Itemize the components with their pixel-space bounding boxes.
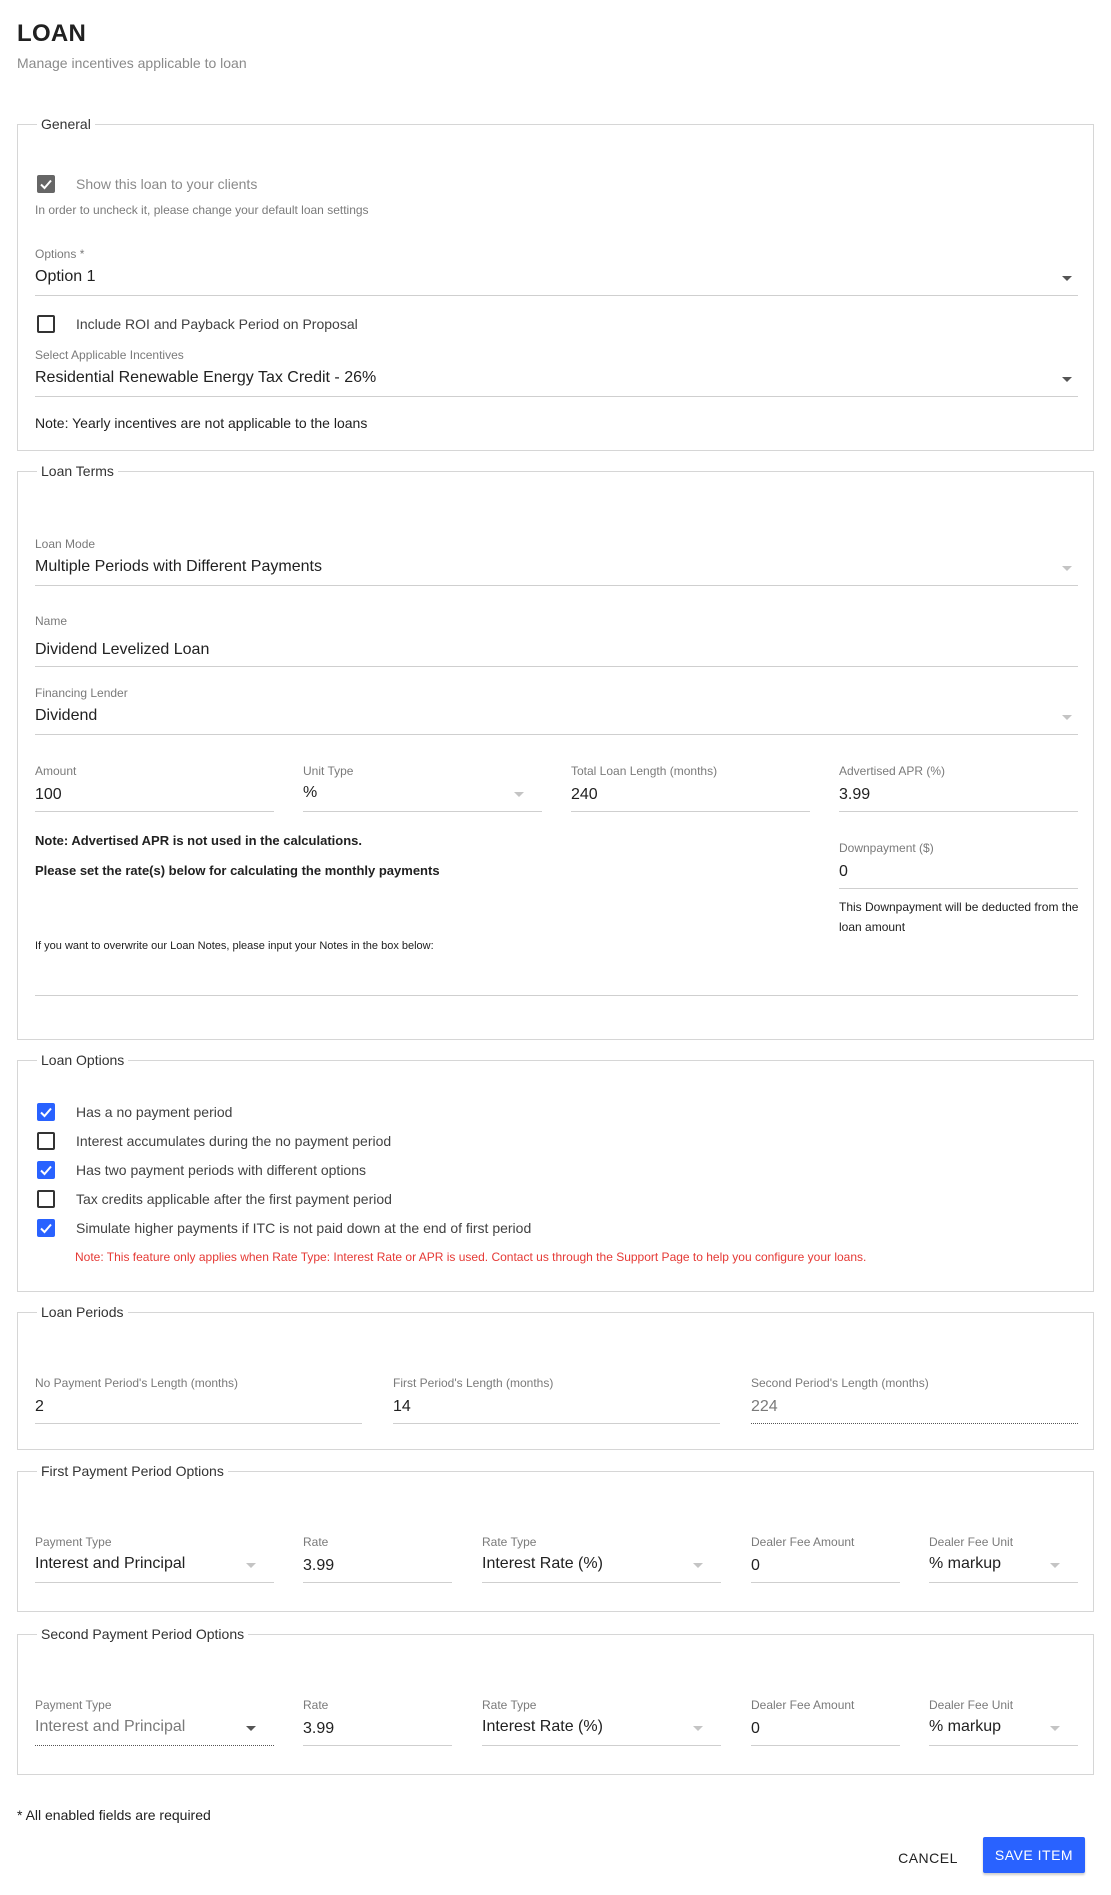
dealer-fee-unit-value: % markup <box>929 1718 1002 1735</box>
second-rate-input[interactable] <box>303 1718 452 1746</box>
rate-label: Rate <box>303 1698 329 1712</box>
unit-type-select[interactable] <box>303 782 542 812</box>
simulate-higher-payments-checkbox[interactable] <box>37 1219 55 1237</box>
no-payment-length-value: 2 <box>35 1398 44 1415</box>
dealer-fee-unit-value: % markup <box>929 1555 1002 1572</box>
dealer-fee-amount-label: Dealer Fee Amount <box>751 1535 855 1549</box>
loan-options-legend: Loan Options <box>41 1052 125 1068</box>
second-length-value: 224 <box>751 1398 778 1415</box>
required-fields-note: * All enabled fields are required <box>17 1807 211 1823</box>
second-period-section <box>17 1626 1094 1775</box>
apr-value: 3.99 <box>839 786 871 803</box>
first-rate-input[interactable] <box>303 1555 452 1583</box>
incentives-select[interactable] <box>35 367 1078 397</box>
dealer-fee-amount-value: 0 <box>751 1557 760 1574</box>
name-value: Dividend Levelized Loan <box>35 641 210 658</box>
include-roi-checkbox[interactable] <box>37 315 55 333</box>
page-title: LOAN <box>17 20 87 47</box>
downpayment-value: 0 <box>839 863 848 880</box>
loan-terms-section <box>17 463 1094 1040</box>
rate-type-warning: Note: This feature only applies when Rate Type: Interest Rate or APR is used. Contact us through the Support Page to help you configure your loans. <box>75 1250 867 1264</box>
rate-type-label: Rate Type <box>482 1535 537 1549</box>
dealer-fee-unit-label: Dealer Fee Unit <box>929 1698 1014 1712</box>
unit-type-label: Unit Type <box>303 764 354 778</box>
name-input[interactable] <box>35 639 1078 667</box>
option-interest-accumulates[interactable] <box>37 1132 391 1150</box>
no-payment-period-checkbox[interactable] <box>37 1103 55 1121</box>
rate-value: 3.99 <box>303 1557 335 1574</box>
no-payment-length-label: No Payment Period's Length (months) <box>35 1376 239 1390</box>
option-label: Simulate higher payments if ITC is not paid down at the end of first period <box>76 1220 532 1236</box>
loan-periods-legend: Loan Periods <box>41 1304 124 1320</box>
downpayment-hint: This Downpayment will be deducted from the loan amount <box>839 900 1079 934</box>
payment-type-value: Interest and Principal <box>35 1555 186 1572</box>
rate-note: Please set the rate(s) below for calculating the monthly payments <box>35 863 440 878</box>
save-item-button[interactable]: SAVE ITEM <box>983 1837 1085 1873</box>
second-period-legend: Second Payment Period Options <box>41 1626 245 1642</box>
apr-input[interactable] <box>839 784 1078 812</box>
show-loan-checkbox[interactable] <box>37 175 55 193</box>
option-no-payment-period[interactable] <box>37 1103 232 1121</box>
loan-options-section <box>17 1052 1094 1292</box>
downpayment-label: Downpayment ($) <box>839 841 934 855</box>
option-tax-credits[interactable] <box>37 1190 392 1208</box>
option-label: Has a no payment period <box>76 1104 233 1120</box>
chevron-down-icon <box>514 792 524 797</box>
incentives-value: Residential Renewable Energy Tax Credit - 26% <box>35 369 377 386</box>
dealer-fee-amount-label: Dealer Fee Amount <box>751 1698 855 1712</box>
downpayment-input[interactable] <box>839 861 1078 889</box>
second-dealer-fee-amount-input[interactable] <box>751 1718 900 1746</box>
options-select[interactable] <box>35 266 1078 296</box>
cancel-button[interactable]: CANCEL <box>886 1840 970 1876</box>
lender-label: Financing Lender <box>35 686 128 700</box>
dealer-fee-amount-value: 0 <box>751 1720 760 1737</box>
second-payment-type-select <box>35 1716 274 1746</box>
first-period-legend: First Payment Period Options <box>41 1463 224 1479</box>
incentives-label: Select Applicable Incentives <box>35 348 184 362</box>
check-icon <box>39 1163 53 1177</box>
tax-credits-checkbox[interactable] <box>37 1190 55 1208</box>
dealer-fee-unit-label: Dealer Fee Unit <box>929 1535 1014 1549</box>
general-legend: General <box>41 116 91 132</box>
chevron-down-icon <box>1062 566 1072 571</box>
check-icon <box>39 1221 53 1235</box>
chevron-down-icon <box>1050 1563 1060 1568</box>
chevron-down-icon <box>246 1726 256 1731</box>
chevron-down-icon <box>246 1563 256 1568</box>
option-simulate-higher-payments[interactable] <box>37 1219 531 1237</box>
chevron-down-icon <box>1062 276 1072 281</box>
first-length-input[interactable] <box>393 1396 720 1424</box>
no-payment-length-input[interactable] <box>35 1396 362 1424</box>
loan-mode-value: Multiple Periods with Different Payments <box>35 558 322 575</box>
rate-label: Rate <box>303 1535 329 1549</box>
loan-length-input[interactable] <box>571 784 810 812</box>
rate-type-value: Interest Rate (%) <box>482 1718 603 1735</box>
first-dealer-fee-amount-input[interactable] <box>751 1555 900 1583</box>
show-loan-hint: In order to uncheck it, please change your default loan settings <box>35 203 369 217</box>
include-roi-label: Include ROI and Payback Period on Proposal <box>76 316 358 332</box>
chevron-down-icon <box>1062 377 1072 382</box>
amount-label: Amount <box>35 764 77 778</box>
yearly-incentives-note: Note: Yearly incentives are not applicable to the loans <box>35 415 368 431</box>
option-label: Has two payment periods with different options <box>76 1162 367 1178</box>
option-label: Interest accumulates during the no payment period <box>76 1133 392 1149</box>
second-dealer-fee-unit-select[interactable] <box>929 1716 1078 1746</box>
amount-value: 100 <box>35 786 62 803</box>
loan-notes-prompt: If you want to overwrite our Loan Notes, please input your Notes in the box below: <box>35 940 434 952</box>
check-icon <box>39 1105 53 1119</box>
first-rate-type-select[interactable] <box>482 1553 721 1583</box>
include-roi-checkbox-row[interactable] <box>37 315 358 333</box>
rate-value: 3.99 <box>303 1720 335 1737</box>
first-length-value: 14 <box>393 1398 411 1415</box>
option-two-payment-periods[interactable] <box>37 1161 366 1179</box>
options-label: Options * <box>35 247 85 261</box>
second-length-input <box>751 1396 1078 1424</box>
option-label: Tax credits applicable after the first payment period <box>76 1191 392 1207</box>
amount-input[interactable] <box>35 784 274 812</box>
first-dealer-fee-unit-select[interactable] <box>929 1553 1078 1583</box>
check-icon <box>39 177 53 191</box>
options-value: Option 1 <box>35 268 96 285</box>
loan-mode-label: Loan Mode <box>35 537 96 551</box>
unit-type-value: % <box>303 784 318 801</box>
loan-length-value: 240 <box>571 786 598 803</box>
first-payment-type-select[interactable] <box>35 1553 274 1583</box>
lender-value: Dividend <box>35 707 98 724</box>
payment-type-label: Payment Type <box>35 1698 112 1712</box>
loan-notes-textarea[interactable] <box>35 961 1078 996</box>
rate-type-value: Interest Rate (%) <box>482 1555 603 1572</box>
lender-select[interactable] <box>35 705 1078 735</box>
payment-type-value: Interest and Principal <box>35 1718 186 1735</box>
loan-mode-select[interactable] <box>35 556 1078 586</box>
first-length-label: First Period's Length (months) <box>393 1376 554 1390</box>
apr-label: Advertised APR (%) <box>839 764 946 778</box>
chevron-down-icon <box>1062 715 1072 720</box>
rate-type-label: Rate Type <box>482 1698 537 1712</box>
interest-accumulates-checkbox[interactable] <box>37 1132 55 1150</box>
loan-length-label: Total Loan Length (months) <box>571 764 718 778</box>
loan-periods-section <box>17 1304 1094 1450</box>
two-payment-periods-checkbox[interactable] <box>37 1161 55 1179</box>
show-loan-checkbox-row[interactable] <box>37 175 257 193</box>
loan-terms-legend: Loan Terms <box>41 463 114 479</box>
name-label: Name <box>35 614 68 628</box>
apr-note: Note: Advertised APR is not used in the calculations. <box>35 833 362 848</box>
second-rate-type-select[interactable] <box>482 1716 721 1746</box>
general-section <box>17 116 1094 451</box>
payment-type-label: Payment Type <box>35 1535 112 1549</box>
second-length-label: Second Period's Length (months) <box>751 1376 929 1390</box>
chevron-down-icon <box>693 1726 703 1731</box>
show-loan-label: Show this loan to your clients <box>76 176 258 192</box>
chevron-down-icon <box>1050 1726 1060 1731</box>
chevron-down-icon <box>693 1563 703 1568</box>
first-period-section <box>17 1463 1094 1612</box>
page-subtitle: Manage incentives applicable to loan <box>17 55 247 71</box>
